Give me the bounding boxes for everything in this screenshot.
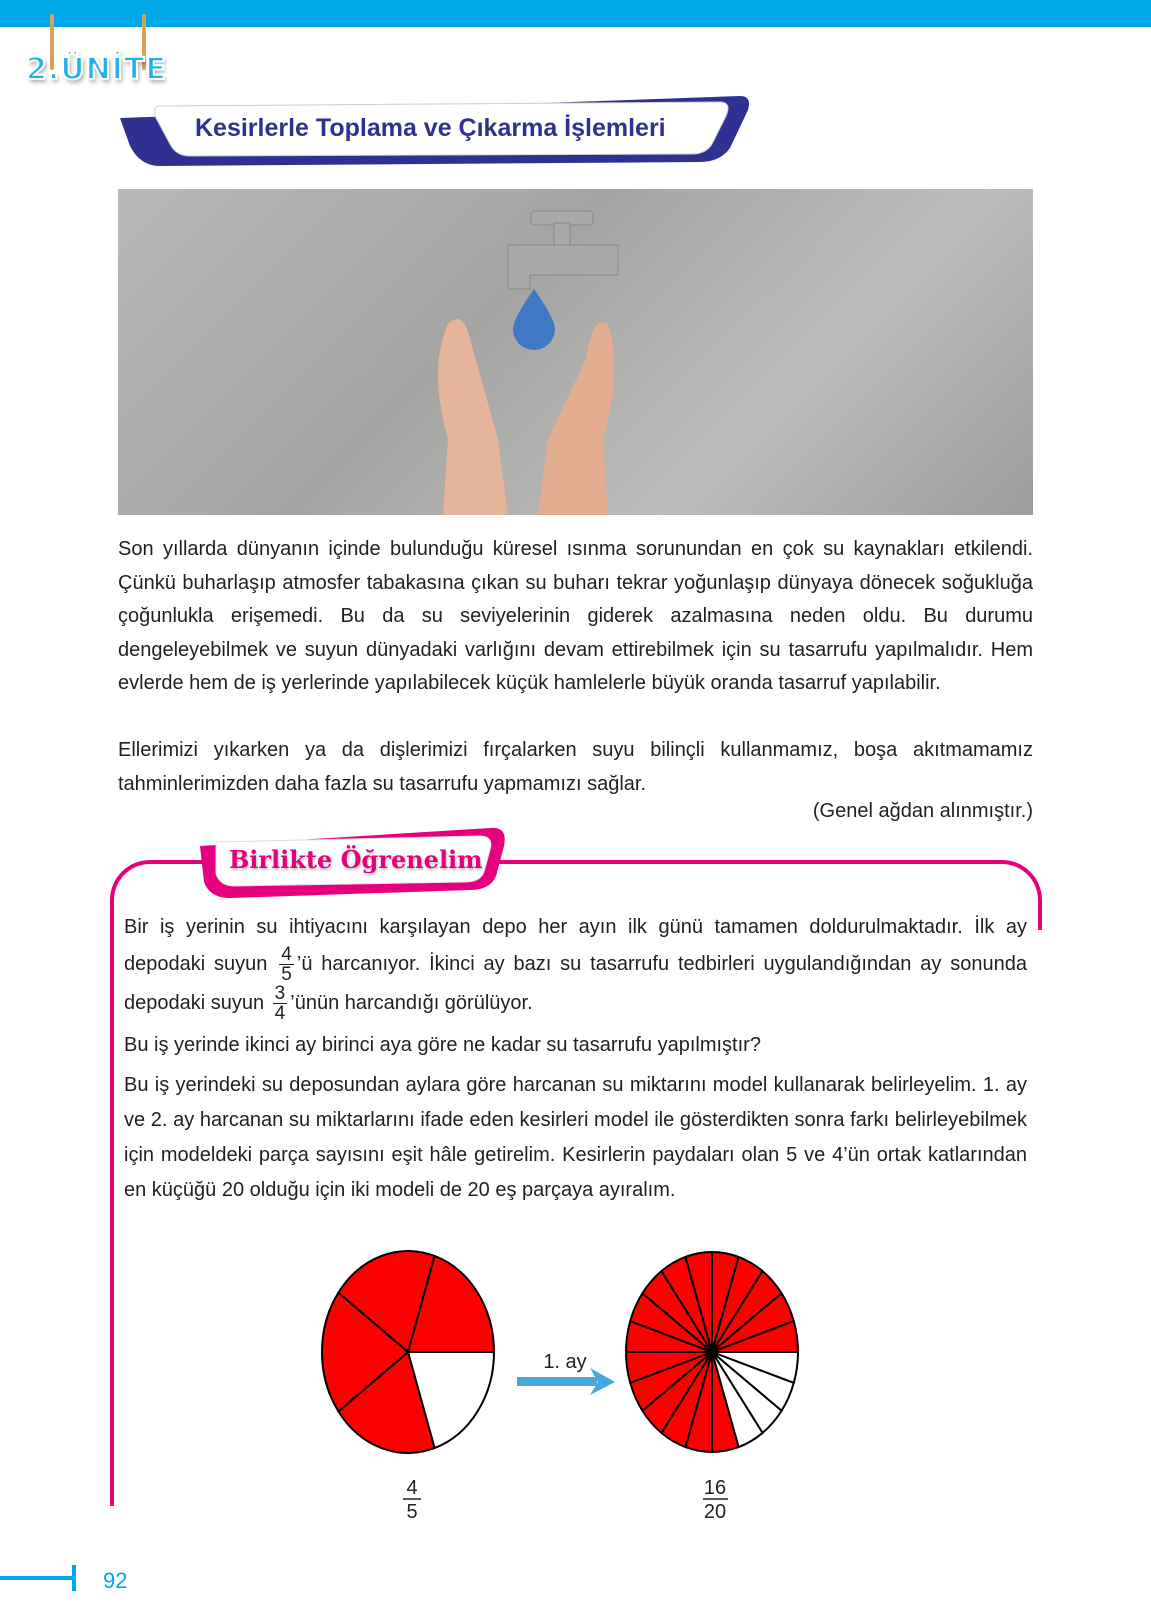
svg-text:16: 16 bbox=[703, 1477, 727, 1499]
question-text: Bu iş yerinde ikinci ay birinci aya göre ne kadar su tasarrufu yapılmıştır? bbox=[124, 1034, 761, 1056]
unit-label: 2.ÜNİTE bbox=[26, 52, 167, 87]
pie-model-twentieths bbox=[626, 1252, 798, 1452]
page-title: Kesirlerle Toplama ve Çıkarma İşlemleri bbox=[195, 114, 666, 142]
faucet-icon bbox=[508, 211, 618, 289]
right-hand bbox=[538, 322, 614, 515]
fraction-three-quarters: $\frac{3}{4}$ bbox=[274, 983, 286, 1024]
problem-text: Bir iş yerinin su ihtiyacını karşılayan depo her ayın ilk günü tamamen doldurulmaktadır. İlk ay depodaki suyun $\frac{4}{5}$ ’ü harcanıyor. İkinci ay bazı su tasarrufu tedbirleri uygulandığından ay sonunda depodaki suyun $\frac{3}{4}$ ’ünün harcandığı görülüyor. bbox=[124, 916, 1028, 1024]
source-note: (Genel ağdan alınmıştır.) bbox=[812, 800, 1033, 822]
top-bar bbox=[0, 0, 1151, 27]
water-saving-photo bbox=[118, 189, 1033, 515]
fraction-four-fifths: $\frac{4}{5}$ bbox=[281, 944, 292, 985]
footer-bar bbox=[0, 1576, 72, 1580]
intro-paragraph: Son yıllarda dünyanın içinde bulunduğu küresel ısınma sorunundan en çok su kaynakları etkilendi. Çünkü buharlaşıp atmosfer tabakasına çıkan su buharı tekrar yoğunlaşıp dünyaya dönecek soğukluğa çoğunlukla erişemedi. Bu da su seviyelerinin giderek azalmasına neden oldu. Bu durumu dengeleyebilmek ve suyun dünyadaki varlığını devam ettirebilmek için su tasarrufu yapılmalıdır. Hem evlerde hem de iş yerlerinde yapılabilecek küçük hamlelerle büyük oranda tasarruf yapılabilir. bbox=[118, 538, 1033, 695]
intro-paragraph-2: Ellerimizi yıkarken ya da dişlerimizi fırçalarken suyu bilinçli kullanmamız, boşa akıtmamamız tahminlerimizden daha fazla su tasarrufu yapmamızı sağlar. bbox=[118, 739, 1033, 795]
water-drop-icon bbox=[513, 289, 555, 350]
pie-model-fifths bbox=[322, 1251, 494, 1453]
section-title: Birlikte Öğrenelim bbox=[229, 845, 483, 874]
unit-badge bbox=[26, 14, 166, 94]
svg-text:4: 4 bbox=[406, 1477, 418, 1499]
arrow-label: 1. ay bbox=[543, 1351, 587, 1373]
fraction-models bbox=[300, 1240, 920, 1540]
fraction-label-right bbox=[703, 1477, 728, 1523]
svg-text:20: 20 bbox=[703, 1501, 727, 1523]
page-number: 92 bbox=[103, 1568, 128, 1593]
explanation-text: Bu iş yerindeki su deposundan aylara göre harcanan su miktarını model kullanarak belirleyelim. 1. ay ve 2. ay harcanan su miktarlarını ifade eden kesirleri model ile gösterdikten sonra farkı belirleyebilmek için modeldeki parça sayısını eşit hâle getirelim. Kesirlerin paydaları olan 5 ve 4’ün ortak katlarından en küçüğü 20 olduğu için iki modeli de 20 eş parçaya ayıralım. bbox=[124, 1074, 1027, 1201]
svg-text:5: 5 bbox=[406, 1501, 418, 1523]
fraction-label-left bbox=[403, 1477, 421, 1523]
left-hand bbox=[438, 319, 508, 515]
